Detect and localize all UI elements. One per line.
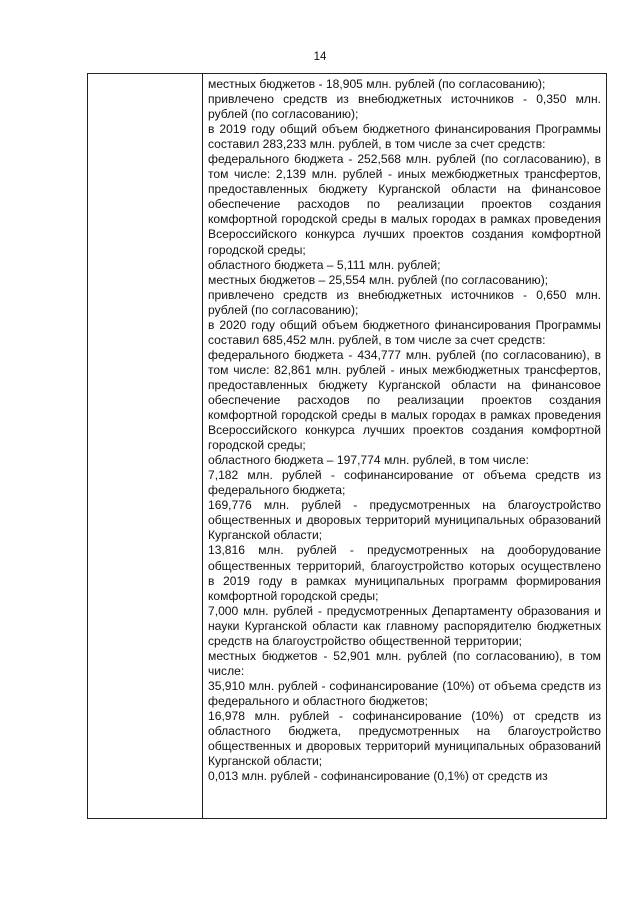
paragraph: областного бюджета – 5,111 млн. рублей; [208, 257, 441, 272]
paragraph: 35,910 млн. рублей - софинансирование (10%) от объема средств из федерального и областного бюджетов; [208, 678, 601, 708]
paragraph: в 2019 году общий объем бюджетного финансирования Программы составил 283,233 млн. рублей, в том числе за счет средств: [208, 122, 601, 152]
paragraph: федерального бюджета - 252,568 млн. рублей (по согласованию), в том числе: 2,139 млн. рублей - иных межбюджетных трансфертов, предоставленных бюджету Курганской области на финансовое обеспечение расходов по реализации проектов создания комфортной городской среды в малых городах в рамках проведения Всероссийского конкурса лучших проектов создания комфортной городской среды; [208, 152, 601, 257]
paragraph: местных бюджетов – 25,554 млн. рублей (по согласованию); [208, 272, 549, 287]
paragraph: привлечено средств из внебюджетных источников - 0,350 млн. рублей (по согласованию); [208, 92, 601, 122]
paragraph: 169,776 млн. рублей - предусмотренных на благоустройство общественных и дворовых территорий муниципальных образований Курганской области; [208, 498, 601, 543]
paragraph: 16,978 млн. рублей - софинансирование (10%) от средств из областного бюджета, предусмотренных на благоустройство общественных и дворовых территорий муниципальных образований Курганской области; [208, 708, 601, 769]
paragraph: областного бюджета – 197,774 млн. рублей, в том числе: [208, 453, 529, 468]
paragraph: 0,013 млн. рублей - софинансирование (0,1%) от средств из [208, 769, 548, 784]
paragraph: местных бюджетов - 18,905 млн. рублей (по согласованию); [208, 77, 546, 91]
paragraph: 7,182 млн. рублей - софинансирование от объема средств из федерального бюджета; [208, 468, 601, 498]
paragraph: местных бюджетов - 52,901 млн. рублей (по согласованию), в том числе: [208, 648, 601, 678]
page-number: 14 [313, 51, 327, 63]
table-label-cell [87, 74, 203, 818]
paragraph: в 2020 году общий объем бюджетного финансирования Программы составил 685,452 млн. рублей, в том числе за счет средств: [208, 317, 601, 347]
paragraph: 7,000 млн. рублей - предусмотренных Департаменту образования и науки Курганской области как главному распорядителю бюджетных средств на благоустройство общественной территории; [208, 603, 601, 648]
paragraph: 13,816 млн. рублей - предусмотренных на дооборудование общественных территорий, благоустройство которых осуществлено в 2019 году в рамках муниципальных программ формирования комфортной городской среды; [208, 543, 601, 603]
table-content-cell [203, 74, 607, 818]
paragraph: привлечено средств из внебюджетных источников - 0,650 млн. рублей (по согласованию); [208, 287, 601, 317]
program-table [87, 73, 607, 819]
paragraph: федерального бюджета - 434,777 млн. рублей (по согласованию), в том числе: 82,861 млн. рублей - иных межбюджетных трансфертов, предоставленных бюджету Курганской области на финансовое обеспечение расходов по реализации проектов создания комфортной городской среды в малых городах в рамках проведения Всероссийского конкурса лучших проектов создания комфортной городской среды; [208, 347, 601, 453]
